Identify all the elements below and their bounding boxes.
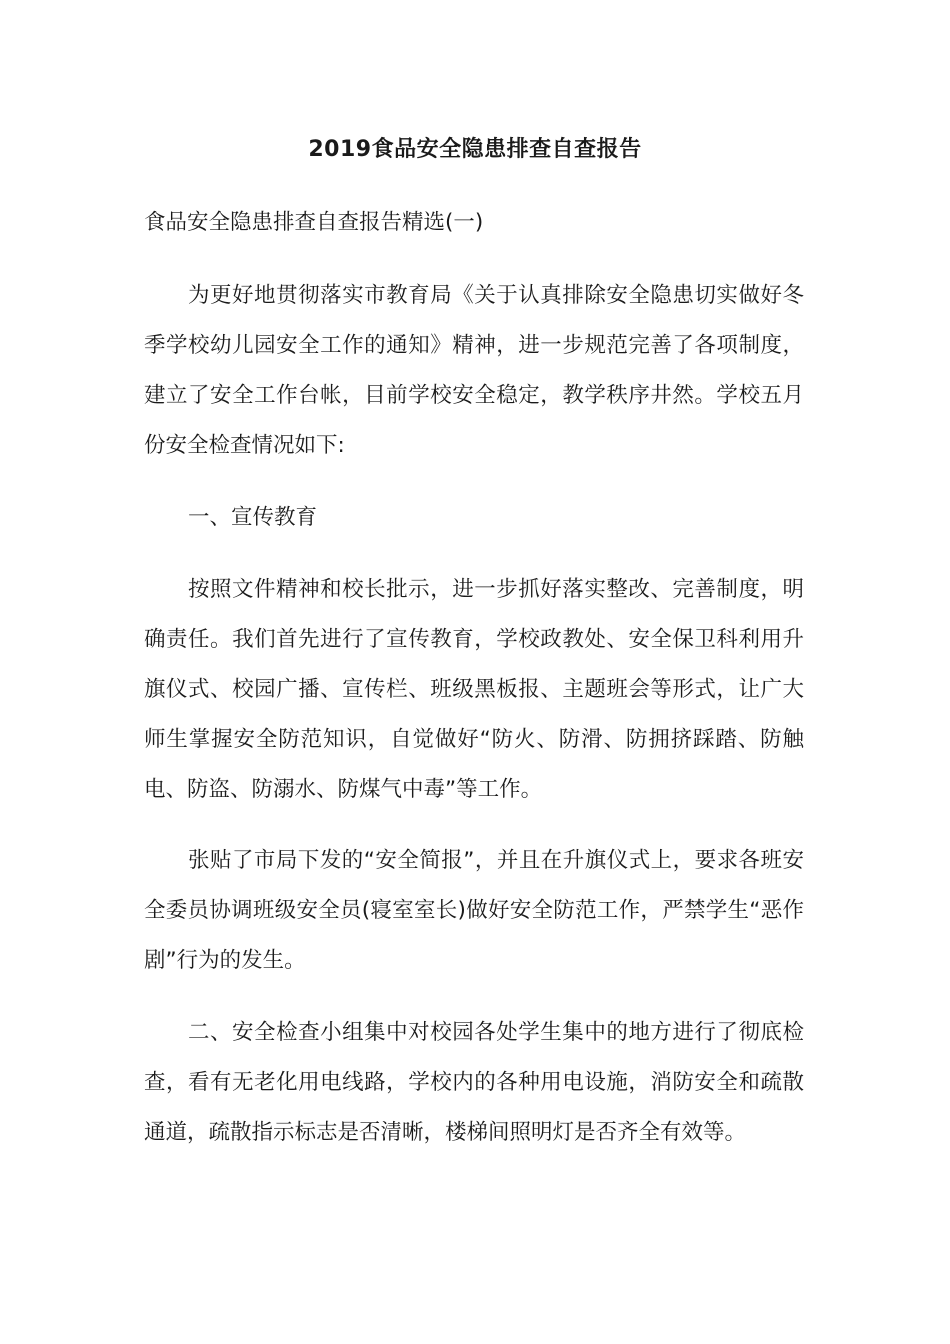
paragraph-bulletin: 张贴了市局下发的“安全简报”，并且在升旗仪式上，要求各班安全委员协调班级安全员(寝室室长)做好安全防范工作，严禁学生“恶作剧”行为的发生。 [144, 848, 804, 973]
document-title: 2019食品安全隐患排查自查报告 [308, 137, 642, 162]
document-subtitle: 食品安全隐患排查自查报告精选(一) [144, 210, 484, 235]
paragraph-inspection: 二、安全检查小组集中对校园各处学生集中的地方进行了彻底检查，看有无老化用电线路，学校内的各种用电设施，消防安全和疏散通道，疏散指示标志是否清晰，楼梯间照明灯是否齐全有效等。 [144, 1020, 804, 1145]
paragraph-intro: 为更好地贯彻落实市教育局《关于认真排除安全隐患切实做好冬季学校幼儿园安全工作的通知》精神，进一步规范完善了各项制度，建立了安全工作台帐，目前学校安全稳定，教学秩序井然。学校五月份安全检查情况如下: [144, 283, 804, 458]
section-heading-publicity: 一、宣传教育 [188, 505, 318, 530]
paragraph-publicity: 按照文件精神和校长批示，进一步抓好落实整改、完善制度，明确责任。我们首先进行了宣传教育，学校政教处、安全保卫科利用升旗仪式、校园广播、宣传栏、班级黑板报、主题班会等形式，让广大师生掌握安全防范知识，自觉做好“防火、防滑、防拥挤踩踏、防触电、防盗、防溺水、防煤气中毒”等工作。 [144, 577, 804, 802]
